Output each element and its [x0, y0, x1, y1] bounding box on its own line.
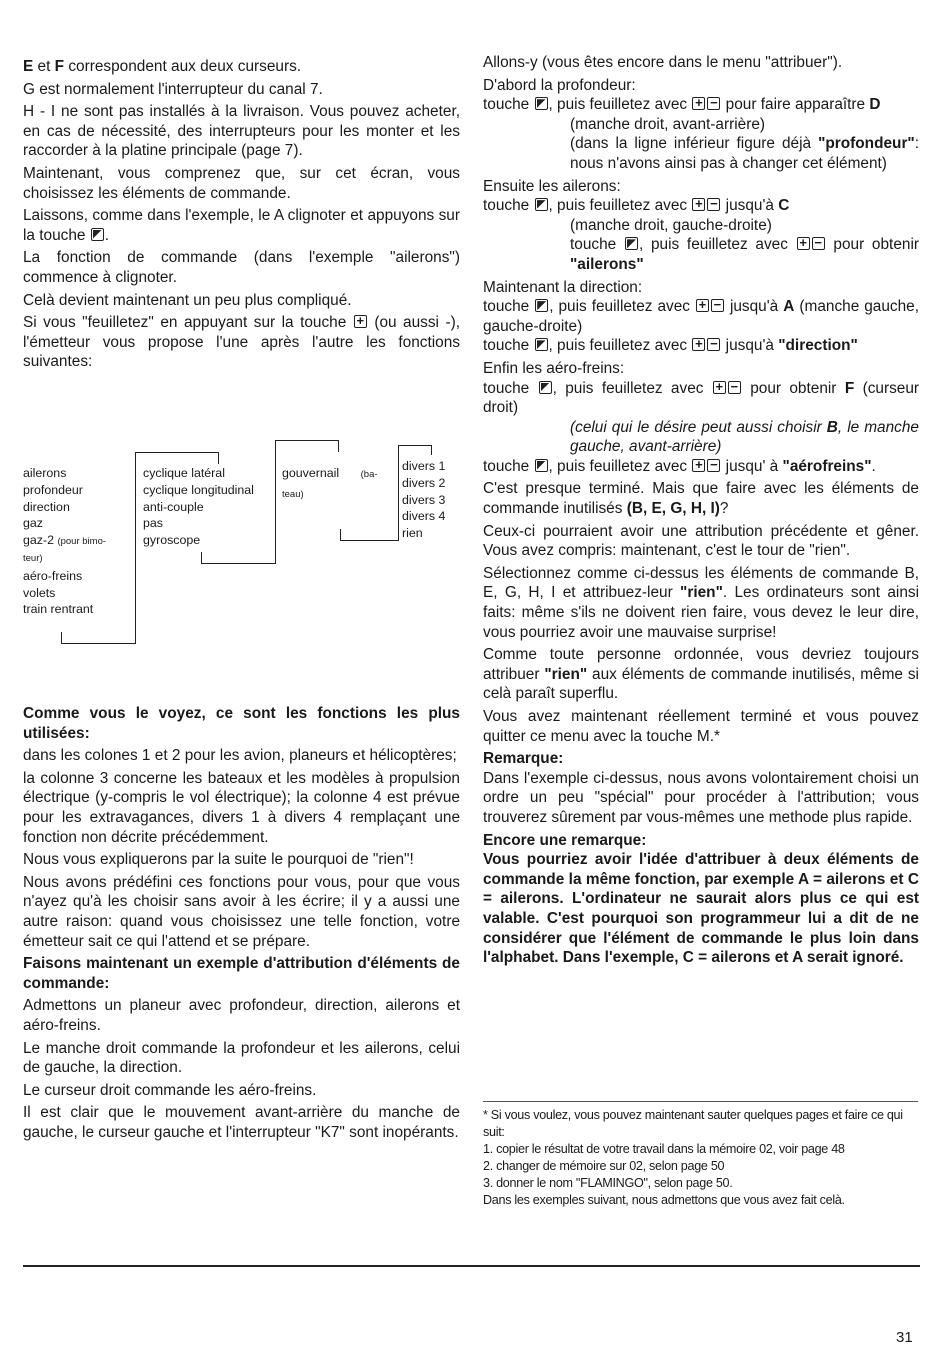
list-item: train rentrant [23, 602, 94, 617]
divider [275, 440, 338, 441]
column-1 [23, 465, 135, 618]
key-down-icon [91, 228, 104, 241]
paragraph: G est normalement l'interrupteur du canal 7. [23, 80, 323, 98]
paragraph: Enfin les aéro-freins: [483, 359, 625, 377]
text: (ou aussi -), l'émetteur vous propose l'une après l'autre les fonctions suivantes: [23, 314, 460, 371]
paragraph: Laissons, comme dans l'exemple, le A clignoter et appuyons sur la touche . [23, 207, 460, 244]
right-column [483, 53, 919, 971]
list-item: volets [23, 585, 56, 600]
key-up-icon [535, 299, 548, 312]
paragraph: touche , puis feuilletez avec +− pour obtenir "ailerons" [483, 235, 919, 274]
plus-key-icon [692, 198, 705, 211]
divider [398, 445, 432, 446]
plus-key-icon [692, 338, 705, 351]
minus-key-icon [707, 97, 720, 110]
paragraph: Admettons un planeur avec profondeur, direction, ailerons et aéro-freins. [23, 997, 460, 1034]
paragraph: Vous avez maintenant réellement terminé et vous pouvez quitter ce menu avec la touche M.* [483, 708, 919, 745]
list-item: gaz [23, 516, 43, 531]
bottom-rule [23, 1265, 920, 1267]
list-item: rien [402, 526, 423, 541]
footnote: Dans les exemples suivant, nous admettons que vous avez fait celà. [483, 1193, 845, 1207]
page-number: 31 [896, 1329, 913, 1346]
list-item: divers 4 [402, 509, 446, 524]
paragraph: touche , puis feuilletez avec +− jusqu' à "aérofreins". [483, 457, 919, 477]
paragraph: Le manche droit commande la profondeur et les ailerons, celui de gauche, la direction. [23, 1039, 460, 1077]
paragraph: Ceux-ci pourraient avoir une attribution précédente et gêner. Vous avez compris: maintenant, c'est le tour de "rien". [483, 522, 919, 560]
paragraph: Maintenant la direction: [483, 278, 643, 296]
column-4 [402, 458, 462, 542]
paragraph: touche , puis feuilletez avec +− jusqu'à A (manche gauche, gauche-droite) [483, 297, 919, 336]
divider [201, 552, 202, 564]
paragraph: La fonction de commande (dans l'exemple "ailerons") commence à clignoter. [23, 249, 460, 286]
column-3 [282, 465, 392, 504]
paragraph: Comme toute personne ordonnée, vous devriez toujours attribuer "rien" aux éléments de commande inutilisés, même si celà paraît superflu. [483, 646, 919, 703]
footnote: 2. changer de mémoire sur 02, selon page 50 [483, 1159, 725, 1173]
note: teau) [282, 488, 304, 500]
paragraph: H - I ne sont pas installés à la livraison. Vous pouvez acheter, en cas de nécessité, des interrupteurs pour les monter et les raccorder à la platine principale (page 7). [23, 103, 460, 160]
minus-key-icon [711, 299, 724, 312]
list-item: divers 1 [402, 459, 446, 473]
plus-key-icon [354, 315, 367, 328]
section-heading: Remarque: [483, 750, 564, 768]
divider [340, 529, 341, 541]
list-item: ailerons [23, 466, 67, 480]
divider [61, 643, 136, 644]
footnotes [483, 1107, 921, 1209]
text: Laissons, comme dans l'exemple, le A clignoter et appuyons sur la touche [23, 207, 460, 244]
paragraph: dans les colones 1 et 2 pour les avion, planeurs et hélicoptères; [23, 747, 457, 765]
left-column [23, 57, 460, 375]
paragraph: (dans la ligne inférieur figure déjà "profondeur": nous n'avons ainsi pas à changer cet élément) [570, 135, 920, 172]
paragraph: Vous pourriez avoir l'idée d'attribuer à deux éléments de commande la même fonction, par exemple A = ailerons et C = ailerons. L'ordinateur ne saurait alors plus ce qui est valable. C'est pourquoi son programmeur lui a dit de ne considérer que l'élément de commande le plus loin dans l'alphabet. Dans l'exemple, C = ailerons et A serait ignoré. [483, 851, 919, 967]
paragraph: touche , puis feuilletez avec +− jusqu'à "direction" [483, 336, 919, 356]
key-down-icon [625, 237, 638, 250]
divider [61, 632, 62, 644]
minus-key-icon [728, 381, 741, 394]
divider [135, 452, 218, 453]
divider [431, 445, 432, 455]
paragraph: Sélectionnez comme ci-dessus les éléments de commande B, E, G, H, I et attribuez-leur "rien". Les ordinateurs sont ainsi faits: même s'ils ne doivent rien faire, vous devez le leur dire, vous pourriez avoir une mauvaise surprise! [483, 564, 919, 641]
divider [201, 563, 276, 564]
plus-key-icon [696, 299, 709, 312]
paragraph: Nous avons prédéfini ces fonctions pour vous, pour que vous n'ayez qu'à les choisir sans avoir à les écrire; il y a aussi une autre raison: quand vous choisissez une telle fonction, votre émetteur sait ce qui l'attend et se prépare. [23, 873, 460, 950]
section-heading: Comme vous le voyez, ce sont les fonctions les plus utilisées: [23, 705, 460, 742]
minus-key-icon [707, 198, 720, 211]
list-item: divers 2 [402, 475, 446, 490]
list-item: cyclique longitudinal [143, 482, 254, 497]
paragraph: touche , puis feuilletez avec +− pour obtenir F (curseur droit) [483, 379, 919, 418]
left-column-lower [23, 704, 460, 1145]
key-up-icon [539, 381, 552, 394]
paragraph: (celui qui le désire peut aussi choisir B, le manche gauche, avant-arrière) [570, 418, 919, 456]
paragraph: D'abord la profondeur: [483, 76, 636, 94]
paragraph: Nous vous expliquerons par la suite le pourquoi de "rien"! [23, 851, 414, 869]
list-item: pas [143, 516, 163, 531]
note: (ba- [360, 469, 378, 480]
column-2 [143, 465, 278, 549]
paragraph: la colonne 3 concerne les bateaux et les modèles à propulsion électrique (y-compris le vol électrique); la colonne 4 est prévue pour les extravagances, divers 1 à divers 4 remplaçant une fonction non décrite précédemment. [23, 769, 460, 846]
paragraph: (manche droit, avant-arrière) [570, 115, 766, 133]
divider [218, 452, 219, 464]
footnote: * Si vous voulez, vous pouvez maintenant sauter quelques pages et faire ce qui suit: [483, 1108, 903, 1139]
paragraph: Le curseur droit commande les aéro-freins. [23, 1081, 317, 1099]
paragraph: Ensuite les ailerons: [483, 177, 621, 195]
paragraph: (manche droit, gauche-droite) [570, 216, 772, 234]
plus-key-icon [713, 381, 726, 394]
divider [340, 540, 399, 541]
list-item: divers 3 [402, 492, 446, 507]
section-heading: Faisons maintenant un exemple d'attribution d'éléments de commande: [23, 955, 460, 992]
list-item: direction [23, 499, 70, 514]
paragraph: Maintenant, vous comprenez que, sur cet écran, vous choisissez les éléments de commande. [23, 164, 460, 202]
divider [338, 440, 339, 452]
paragraph: C'est presque terminé. Mais que faire avec les éléments de commande inutilisés (B, E, G, H, I)? [483, 480, 919, 518]
key-up-icon [535, 97, 548, 110]
list-item: teur) [23, 552, 43, 564]
paragraph: Dans l'exemple ci-dessus, nous avons volontairement choisi un ordre un peu "spécial" pour procéder à l'attribution; vous trouverez sûrement par vous-mêmes une methode plus rapide. [483, 769, 919, 826]
divider [398, 445, 399, 541]
minus-key-icon [707, 338, 720, 351]
list-item: cyclique latéral [143, 466, 225, 480]
plus-key-icon [692, 459, 705, 472]
plus-key-icon [797, 237, 810, 250]
paragraph: E et F correspondent aux deux curseurs. [23, 58, 302, 75]
key-up-icon [535, 198, 548, 211]
footnote: 3. donner le nom "FLAMINGO", selon page 50. [483, 1176, 733, 1190]
function-diagram [23, 440, 463, 650]
list-item: profondeur [23, 482, 83, 497]
footnote: 1. copier le résultat de votre travail dans la mémoire 02, voir page 48 [483, 1142, 845, 1156]
divider [275, 440, 276, 564]
list-item: gaz-2 (pour bimo- [23, 533, 107, 548]
paragraph: touche , puis feuilletez avec +− jusqu'à C [483, 196, 919, 216]
paragraph: Allons-y (vous êtes encore dans le menu "attribuer"). [483, 54, 843, 71]
paragraph: Celà devient maintenant un peu plus compliqué. [23, 291, 352, 309]
key-down-icon [535, 338, 548, 351]
paragraph [23, 313, 460, 372]
paragraph: Il est clair que le mouvement avant-arrière du manche de gauche, le curseur gauche et l'interrupteur "K7" sont inopérants. [23, 1104, 460, 1141]
minus-key-icon [812, 237, 825, 250]
text: Si vous "feuilletez" en appuyant sur la touche [23, 314, 347, 332]
divider [135, 452, 136, 644]
list-item: gouvernail [282, 466, 340, 480]
section-heading: Encore une remarque: [483, 831, 647, 849]
list-item: anti-couple [143, 499, 204, 514]
paragraph: touche , puis feuilletez avec +− pour faire apparaître D [483, 95, 919, 115]
list-item: gyroscope [143, 533, 201, 548]
plus-key-icon [692, 97, 705, 110]
key-down-icon [535, 459, 548, 472]
list-item: aéro-freins [23, 568, 83, 583]
minus-key-icon [707, 459, 720, 472]
footnote-divider [483, 1101, 918, 1102]
